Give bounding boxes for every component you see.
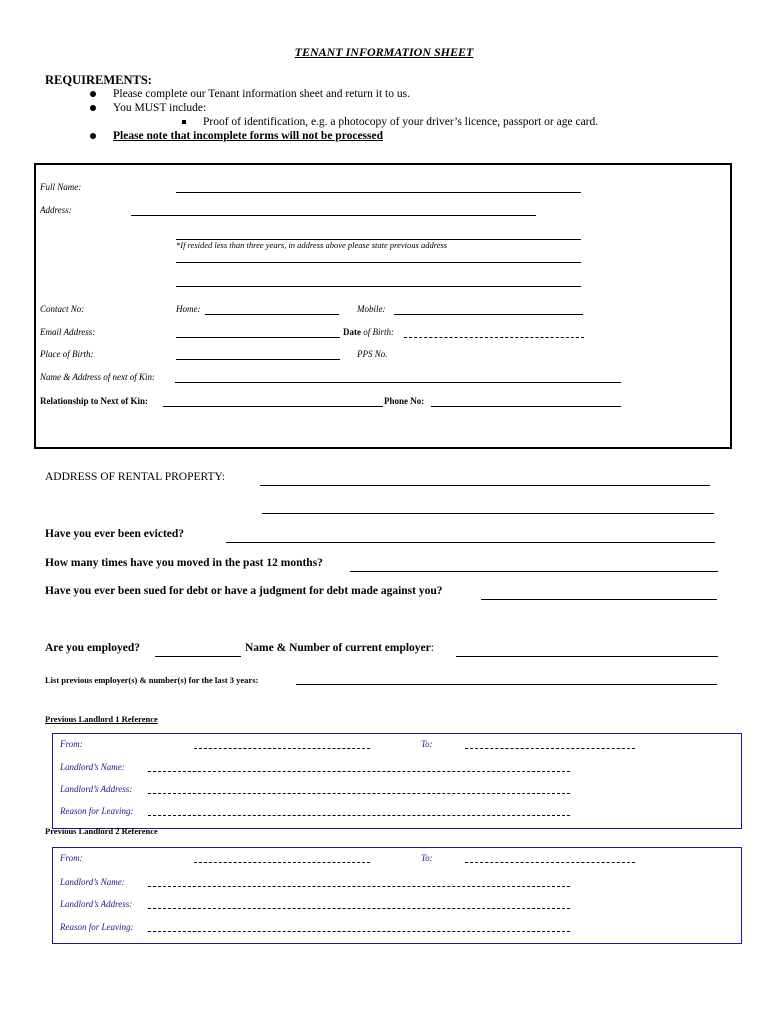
next-of-kin-field[interactable] [175,382,621,383]
landlord1-name-field[interactable] [148,771,570,772]
landlord2-from-field[interactable] [194,862,370,863]
bullet-icon [90,91,96,97]
landlord1-reason-label: Reason for Leaving: [60,806,134,816]
landlord1-to-label: To: [421,739,433,749]
requirements-heading: REQUIREMENTS: [45,73,152,87]
kin-phone-field[interactable] [431,406,621,407]
previous-address-field-1[interactable] [176,262,581,263]
employed-field[interactable] [155,656,241,657]
requirement-item: Please complete our Tenant information sheet and return it to us. [90,88,410,100]
landlord1-to-field[interactable] [465,748,635,749]
landlord2-address-field[interactable] [148,908,570,909]
square-bullet-icon [182,120,186,124]
relationship-label: Relationship to Next of Kin: [40,396,148,406]
employer-field[interactable] [456,656,718,657]
place-of-birth-label: Place of Birth: [40,349,94,359]
employed-question: Are you employed? [45,642,140,654]
rental-address-field-2[interactable] [262,513,714,514]
landlord2-address-label: Landlord’s Address: [60,899,133,909]
employer-label: Name & Number of current employer: [245,642,434,654]
place-of-birth-field[interactable] [176,359,340,360]
dob-label: Date of Birth: [343,327,394,337]
email-label: Email Address: [40,327,96,337]
requirement-item-warning: Please note that incomplete forms will not be processed [90,130,383,142]
address-field-1[interactable] [131,215,536,216]
rental-address-label: ADDRESS OF RENTAL PROPERTY: [45,471,225,483]
contact-no-label: Contact No: [40,304,85,314]
landlord1-heading: Previous Landlord 1 Reference [45,714,158,724]
requirement-item: You MUST include: [90,102,206,114]
mobile-phone-field[interactable] [394,314,583,315]
home-phone-field[interactable] [205,314,339,315]
sued-question: Have you ever been sued for debt or have a judgment for debt made against you? [45,585,443,597]
landlord2-heading: Previous Landlord 2 Reference [45,826,158,835]
bullet-icon [90,105,96,111]
landlord2-reference-box [52,847,742,944]
next-of-kin-label: Name & Address of next of Kin: [40,372,155,382]
landlord2-to-field[interactable] [465,862,635,863]
phone-label: Phone No: [384,396,425,406]
landlord1-reason-field[interactable] [148,815,570,816]
sued-field[interactable] [481,599,717,600]
rental-address-field-1[interactable] [260,485,710,486]
bullet-icon [90,133,96,139]
mobile-label: Mobile: [357,304,386,314]
evicted-question: Have you ever been evicted? [45,528,185,540]
resided-note: *If resided less than three years, in address above please state previous address [176,240,448,250]
landlord2-reason-label: Reason for Leaving: [60,922,134,932]
landlord2-name-label: Landlord’s Name: [60,877,125,887]
landlord1-from-label: From: [60,739,83,749]
landlord2-reason-field[interactable] [148,931,570,932]
moved-question: How many times have you moved in the past 12 months? [45,557,323,569]
landlord1-address-label: Landlord’s Address: [60,784,133,794]
landlord1-from-field[interactable] [194,748,370,749]
address-label: Address: [40,205,72,215]
email-field[interactable] [176,337,340,338]
moved-field[interactable] [350,571,718,572]
landlord1-name-label: Landlord’s Name: [60,762,125,772]
evicted-field[interactable] [226,542,715,543]
landlord1-address-field[interactable] [148,793,570,794]
landlord2-name-field[interactable] [148,886,570,887]
landlord2-to-label: To: [421,853,433,863]
pps-label: PPS No. [357,349,388,359]
home-label: Home: [176,304,201,314]
previous-employers-label: List previous employer(s) & number(s) for the last 3 years: [45,675,259,685]
landlord2-from-label: From: [60,853,83,863]
requirement-subitem: Proof of identification, e.g. a photocopy of your driver’s licence, passport or age card. [182,116,598,128]
page-title: TENANT INFORMATION SHEET [294,45,474,59]
previous-employers-field[interactable] [296,684,717,685]
full-name-label: Full Name: [40,182,82,192]
relationship-field[interactable] [163,406,383,407]
previous-address-field-2[interactable] [176,286,581,287]
dob-field[interactable] [404,337,584,338]
full-name-field[interactable] [176,192,581,193]
